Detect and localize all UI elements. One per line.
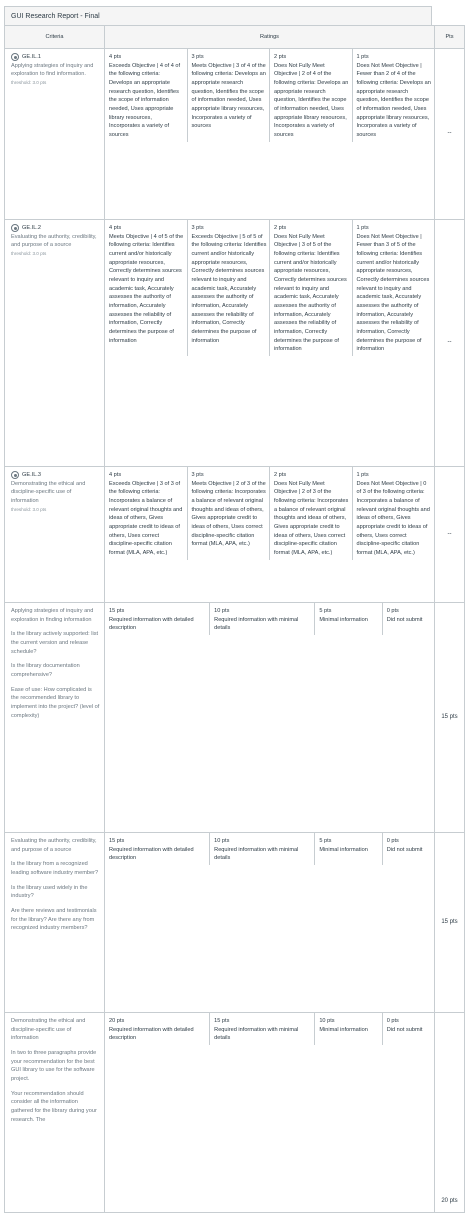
rating-description: Required information with minimal details (214, 616, 299, 632)
criterion-row (5, 833, 465, 1013)
ratings-cell (105, 603, 435, 833)
criterion-paragraph: Are there reviews and testimonials for the library? Are there any from recognized industry members? (11, 907, 97, 932)
criterion-description: Demonstrating the ethical and discipline-specific use of information (11, 480, 86, 504)
criteria-header: Criteria (5, 26, 105, 49)
criterion-points: 15 pts (435, 603, 465, 833)
ratings-cell (105, 220, 435, 467)
rating-points: 4 pts (109, 472, 122, 478)
rating-points: 4 pts (109, 225, 122, 231)
outcome-icon (11, 53, 19, 61)
rating-description: Did not submit (386, 1026, 423, 1033)
rating-description: Does Not Fully Meet Objective | 3 of 5 of the following criteria: Identifies current and/or historically appropriate resources, Correctly determines sources relevant to inquiry and academic task, Accurately assesses the authority of information, Accurately assesses the reliability of information, Correctly determines the purpose of information (274, 233, 347, 353)
criterion-row (5, 220, 465, 467)
criterion-threshold: threshold: 3.0 pts (11, 506, 47, 512)
outcome-icon (11, 224, 19, 232)
rating-description: Does Not Fully Meet Objective | 2 of 3 of the following criteria: Incorporates a balance of relevant original thoughts and ideas of others, Gives appropriate credit to ideas of others, Uses correct discipline-specific citation format (MLA, APA, etc.) (274, 480, 349, 556)
criterion-points: 20 pts (435, 1013, 465, 1213)
rating-description: Minimal information (319, 616, 368, 623)
rating-description: Required information with detailed description (109, 616, 194, 632)
rating-points: 0 pts (386, 608, 399, 614)
rating-description: Required information with detailed description (109, 846, 194, 862)
rating-option[interactable] (269, 467, 352, 560)
rating-points: 15 pts (109, 838, 125, 844)
criterion-paragraph: Is the library from a recognized leading software industry member? (11, 861, 99, 876)
rating-description: Exceeds Objective | 3 of 3 of the following criteria: Incorporates a balance of relevant original thoughts and ideas of others, Gives appropriate credit to ideas of others, Uses correct discipline-specific citation format (MLA, APA, etc.) (109, 480, 183, 556)
rating-description: Exceeds Objective | 5 of 5 of the following criteria: Identifies current and/or historically appropriate resources, Correctly determines sources relevant to inquiry and academic task, Accurately assesses the authority of information, Accurately assesses the reliability of information, Correctly determines the purpose of information (191, 233, 267, 344)
rating-description: Meets Objective | 4 of 5 of the following criteria: Identifies current and/or historically appropriate resources, Correctly determines sources relevant to inquiry and academic task, Accurately assesses the authority of information, Accurately assesses the reliability of information, Correctly determines the purpose of information (109, 233, 184, 344)
rating-description: Minimal information (319, 846, 368, 853)
criterion-code: GE.IL.3 (22, 472, 41, 478)
rating-points: 10 pts (319, 1018, 335, 1024)
criterion-cell (5, 833, 105, 1013)
criterion-paragraph: Ease of use: How complicated is the recommended library to implement into the project? (level of complexity) (11, 686, 100, 719)
rating-option[interactable] (382, 603, 434, 635)
criterion-description: Applying strategies of inquiry and exploration in finding information (11, 608, 94, 623)
criterion-description: Demonstrating the ethical and discipline-specific use of information (11, 1018, 86, 1042)
criterion-cell (5, 1013, 105, 1213)
rating-points: 15 pts (109, 608, 125, 614)
criterion-cell (5, 49, 105, 220)
rating-points: 0 pts (386, 838, 399, 844)
rating-description: Does Not Meet Objective | Fewer than 2 of 4 of the following criteria: Develops an appropriate research question, Identifies the scope of information needed, Uses appropriate library resources, Incorporates a variety of sources (356, 62, 431, 138)
rating-points: 2 pts (274, 54, 287, 60)
criterion-cell (5, 603, 105, 833)
criterion-points: -- (435, 220, 465, 467)
ratings-cell (105, 467, 435, 603)
criterion-paragraph: Is the library actively supported: list the current version and release schedule? (11, 631, 99, 655)
rating-option[interactable] (209, 833, 314, 865)
rubric-title: GUI Research Report - Final (4, 6, 432, 26)
rating-option[interactable] (269, 220, 352, 356)
criterion-points: -- (435, 49, 465, 220)
rating-points: 20 pts (109, 1018, 125, 1024)
rating-points: 10 pts (214, 608, 230, 614)
criterion-row (5, 49, 465, 220)
rating-option[interactable] (105, 603, 209, 635)
rating-option[interactable] (105, 220, 187, 356)
criterion-paragraph: Your recommendation should consider all the information gathered for the library during your research. The (11, 1090, 97, 1123)
rating-points: 1 pts (356, 472, 369, 478)
rating-description: Did not submit (386, 846, 423, 853)
rating-points: 5 pts (319, 838, 332, 844)
criterion-description: Evaluating the authority, credibility, and purpose of a source (11, 233, 97, 249)
rating-option[interactable] (105, 467, 187, 560)
rating-points: 3 pts (191, 472, 204, 478)
rating-option[interactable] (382, 1013, 434, 1045)
rating-option[interactable] (209, 1013, 314, 1045)
rating-option[interactable] (269, 49, 352, 142)
ratings-header: Ratings (105, 26, 435, 49)
rating-option[interactable] (105, 833, 209, 865)
rating-description: Required information with minimal details (214, 846, 299, 862)
rating-description: Meets Objective | 3 of 4 of the following criteria: Develops an appropriate research question, Identifies the scope of information needed, Uses appropriate library resources, Incorporates a variety of sources (191, 62, 266, 130)
criterion-points: 15 pts (435, 833, 465, 1013)
rating-option[interactable] (187, 467, 270, 560)
criterion-cell (5, 220, 105, 467)
rating-option[interactable] (187, 220, 270, 356)
criterion-points: -- (435, 467, 465, 603)
rating-option[interactable] (352, 220, 435, 356)
rating-points: 10 pts (214, 838, 230, 844)
rating-points: 3 pts (191, 54, 204, 60)
rating-points: 1 pts (356, 54, 369, 60)
criterion-code: GE.IL.2 (22, 225, 41, 231)
ratings-cell (105, 1013, 435, 1213)
criterion-row (5, 467, 465, 603)
pts-header: Pts (435, 26, 465, 49)
rating-description: Required information with minimal details (214, 1026, 299, 1042)
rating-points: 0 pts (386, 1018, 399, 1024)
ratings-cell (105, 833, 435, 1013)
criterion-threshold: threshold: 3.0 pts (11, 250, 47, 256)
criterion-paragraph: Is the library documentation comprehensive? (11, 663, 80, 678)
rating-option[interactable] (187, 49, 270, 142)
rating-points: 3 pts (191, 225, 204, 231)
rating-points: 2 pts (274, 225, 287, 231)
criterion-row (5, 1013, 465, 1213)
rating-description: Required information with detailed description (109, 1026, 194, 1042)
rating-points: 15 pts (214, 1018, 230, 1024)
rating-points: 1 pts (356, 225, 369, 231)
rating-option[interactable] (352, 49, 435, 142)
rating-option[interactable] (352, 467, 435, 560)
rating-option[interactable] (382, 833, 434, 865)
rating-points: 2 pts (274, 472, 287, 478)
rating-option[interactable] (105, 1013, 209, 1045)
rating-description: Does Not Meet Objective | 0 of 3 of the following criteria: Incorporates a balance of relevant original thoughts and ideas of others, Gives appropriate credit to ideas of others, Uses correct discipline-specific citation format (MLA, APA, etc.) (356, 480, 430, 556)
rating-option[interactable] (314, 1013, 381, 1045)
rubric-header-row (5, 26, 465, 49)
rating-description: Meets Objective | 2 of 3 of the following criteria: Incorporates a balance of relevant original thoughts and ideas of others, Gives appropriate credit to ideas of others, Uses correct discipline-specific citation format (MLA, APA, etc.) (191, 480, 266, 548)
rating-points: 4 pts (109, 54, 122, 60)
rating-description: Did not submit (386, 616, 423, 623)
criterion-paragraph: Is the library used widely in the industry? (11, 884, 88, 900)
criterion-cell (5, 467, 105, 603)
criterion-description: Evaluating the authority, credibility, and purpose of a source (11, 838, 97, 853)
rating-option[interactable] (105, 49, 187, 142)
outcome-icon (11, 471, 19, 479)
rating-description: Exceeds Objective | 4 of 4 of the following criteria: Develops an appropriate research question, Identifies the scope of information needed, Uses appropriate library resources, Incorporates a variety of sources (109, 62, 181, 138)
rating-option[interactable] (209, 603, 314, 635)
rating-option[interactable] (314, 603, 381, 635)
criterion-code: GE.IL.1 (22, 54, 41, 60)
criterion-paragraph: In two to three paragraphs provide your recommendation for the best GUI library to use for the software project. (11, 1049, 97, 1082)
rating-description: Does Not Fully Meet Objective | 2 of 4 of the following criteria: Develops an appropriate research question, Identifies the scope of information needed, Uses appropriate library resources, Incorporates a variety of sources (274, 62, 349, 138)
rating-points: 5 pts (319, 608, 332, 614)
ratings-cell (105, 49, 435, 220)
rubric-table (4, 25, 465, 1213)
criterion-threshold: threshold: 3.0 pts (11, 79, 47, 85)
rating-option[interactable] (314, 833, 381, 865)
criterion-row (5, 603, 465, 833)
rating-description: Does Not Meet Objective | Fewer than 3 of 5 of the following criteria: Identifies current and/or historically appropriate resources, Correctly determines sources relevant to inquiry and academic task, Accurately assesses the authority of information, Accurately assesses the reliability of information, Correctly determines the purpose of information (356, 233, 430, 353)
rating-description: Minimal information (319, 1026, 368, 1033)
criterion-description: Applying strategies of inquiry and exploration to find information. (11, 62, 94, 78)
